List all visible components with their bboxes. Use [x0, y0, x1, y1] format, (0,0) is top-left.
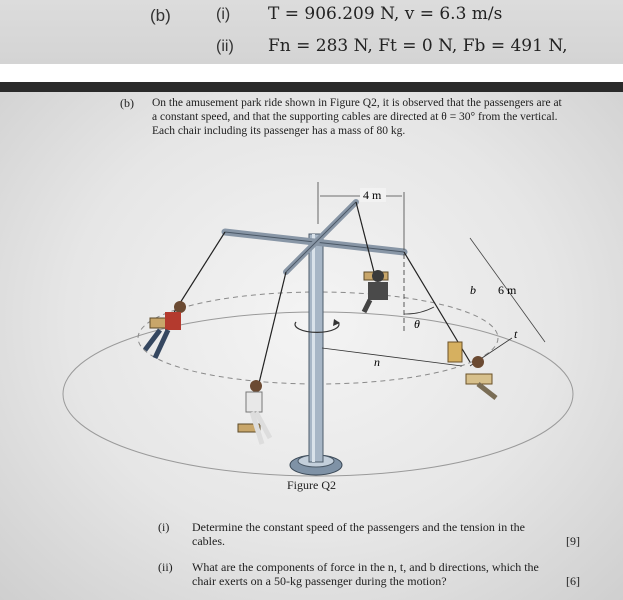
label-t: t [514, 327, 518, 341]
rider-back [364, 270, 388, 312]
answer-value: Fn = 283 N, Ft = 0 N, Fb = 491 N, [268, 36, 568, 56]
rider-right [448, 342, 496, 398]
divider [0, 64, 623, 82]
subquestion-number: (ii) [158, 560, 173, 574]
subquestion-number: (i) [158, 520, 170, 534]
answer-row-i [0, 2, 623, 28]
center-pole [309, 234, 323, 462]
label-n: n [374, 355, 380, 369]
label-b: b [470, 283, 476, 297]
subquestion-marks: [6] [566, 574, 580, 588]
rider-left [145, 301, 186, 358]
figure-caption: Figure Q2 [287, 478, 336, 492]
subquestion-marks: [9] [566, 534, 580, 548]
exam-sheet [0, 92, 623, 600]
label-theta: θ [414, 317, 420, 331]
subquestion-text: What are the components of force in the n, t, and b directions, which the chair exerts on a 50-kg passenger during the motion? [192, 560, 539, 588]
answer-sub-label: (ii) [216, 38, 234, 55]
answer-strip [0, 0, 623, 64]
axis-n [322, 348, 462, 366]
pole-highlight [312, 234, 315, 462]
divider [0, 82, 623, 92]
answer-part-label: (b) [150, 6, 171, 25]
answer-row-ii [0, 34, 623, 60]
theta-arc [404, 307, 434, 314]
question-intro: On the amusement park ride shown in Figure Q2, it is observed that the passengers are at a constant speed, and that the supporting cables are directed at θ = 30° from the vertical. Each chair including its passenger has a mass of 80 kg. [152, 97, 562, 137]
subquestion-text: Determine the constant speed of the passengers and the tension in the cables. [192, 520, 525, 548]
rider-front [238, 380, 270, 444]
question-part-label: (b) [120, 96, 134, 110]
answer-sub-label: (i) [216, 6, 231, 23]
answer-value: T = 906.209 N, v = 6.3 m/s [268, 4, 503, 24]
label-4m: 4 m [363, 188, 382, 202]
cable-back [356, 202, 374, 272]
label-6m: 6 m [498, 283, 517, 297]
figure-q2 [0, 162, 623, 512]
